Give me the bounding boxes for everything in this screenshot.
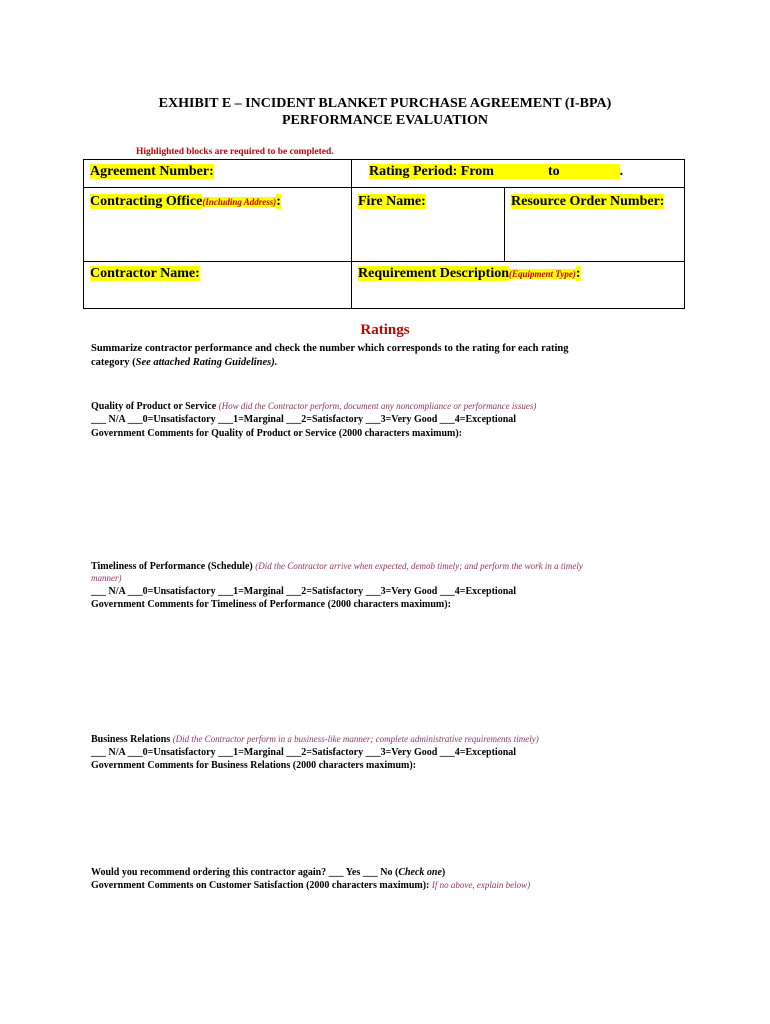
customer-satisfaction-label: Government Comments on Customer Satisfaction (2000 characters maximum): If no above, explain below) — [91, 880, 531, 891]
timeliness-hint: (Did the Contractor arrive when expected, demob timely; and perform the work in a timely — [255, 561, 583, 571]
requirement-description-hint: (Equipment Type) — [509, 269, 576, 279]
contracting-office-colon: : — [276, 194, 281, 209]
quality-hint: (How did the Contractor perform, document any noncompliance or performance issues) — [218, 401, 537, 411]
requirement-description-label: Requirement Description — [358, 266, 509, 281]
quality-section-title: Quality of Product or Service (How did the Contractor perform, document any noncompliance or performance issues) — [91, 401, 537, 412]
contracting-office-hint: (Including Address) — [202, 197, 277, 207]
agreement-number-field[interactable] — [90, 162, 214, 180]
document-title-line2: PERFORMANCE EVALUATION — [282, 113, 488, 128]
agreement-number-label: Agreement Number: — [90, 164, 214, 179]
business-relations-rating-scale[interactable]: ___ N/A ___0=Unsatisfactory ___1=Marginal ___2=Satisfactory ___3=Very Good ___4=Exceptional — [91, 747, 517, 758]
business-relations-hint: (Did the Contractor perform in a business-like manner; complete administrative requirements timely) — [172, 734, 539, 744]
ratings-intro-line2: category (See attached Rating Guidelines). — [91, 357, 278, 368]
recommend-question[interactable]: Would you recommend ordering this contractor again? ___ Yes ___ No (Check one) — [91, 867, 446, 878]
contracting-office-field[interactable] — [90, 192, 281, 210]
ratings-intro-line1: Summarize contractor performance and check the number which corresponds to the rating for each rating — [91, 343, 569, 354]
contracting-office-label: Contracting Office — [90, 194, 203, 209]
requirement-description-field[interactable] — [358, 264, 581, 282]
rating-period-from-label: Rating Period: From — [369, 164, 508, 179]
fire-name-field[interactable] — [358, 192, 426, 210]
rating-period-field[interactable] — [369, 162, 659, 180]
business-relations-section-title: Business Relations (Did the Contractor perform in a business-like manner; complete administrative requirements timely) — [91, 734, 539, 745]
fire-name-label: Fire Name: — [358, 194, 426, 209]
customer-satisfaction-hint: If no above, explain below) — [431, 880, 531, 890]
timeliness-rating-scale[interactable]: ___ N/A ___0=Unsatisfactory ___1=Marginal ___2=Satisfactory ___3=Very Good ___4=Exceptional — [91, 586, 517, 597]
timeliness-hint-line2: manner) — [91, 573, 122, 583]
business-relations-comments-area[interactable] — [91, 776, 686, 856]
requirement-description-colon: : — [575, 266, 581, 281]
quality-rating-scale[interactable]: ___ N/A ___0=Unsatisfactory ___1=Marginal ___2=Satisfactory ___3=Very Good ___4=Exceptional — [91, 414, 517, 425]
contractor-name-label: Contractor Name: — [90, 266, 200, 281]
quality-comments-label: Government Comments for Quality of Product or Service (2000 characters maximum): — [91, 428, 463, 439]
contractor-name-field[interactable] — [90, 264, 200, 282]
resource-order-field[interactable] — [511, 192, 664, 210]
ratings-heading: Ratings — [360, 322, 410, 338]
customer-satisfaction-area[interactable] — [91, 896, 686, 996]
rating-period-to-label: to — [508, 164, 620, 179]
required-note: Highlighted blocks are required to be completed. — [136, 147, 334, 157]
resource-order-label: Resource Order Number: — [511, 194, 665, 209]
timeliness-comments-label: Government Comments for Timeliness of Performance (2000 characters maximum): — [91, 599, 451, 610]
timeliness-comments-area[interactable] — [91, 615, 686, 725]
rating-period-end: . — [619, 164, 624, 179]
timeliness-section-title: Timeliness of Performance (Schedule) (Did the Contractor arrive when expected, demob timely; and perform the work in a timely — [91, 561, 583, 572]
business-relations-comments-label: Government Comments for Business Relations (2000 characters maximum): — [91, 760, 417, 771]
quality-comments-area[interactable] — [91, 444, 686, 554]
agreement-info-table — [83, 159, 685, 309]
document-title-line1: EXHIBIT E – INCIDENT BLANKET PURCHASE AGREEMENT (I-BPA) — [158, 96, 612, 111]
ratings-intro — [91, 342, 691, 370]
